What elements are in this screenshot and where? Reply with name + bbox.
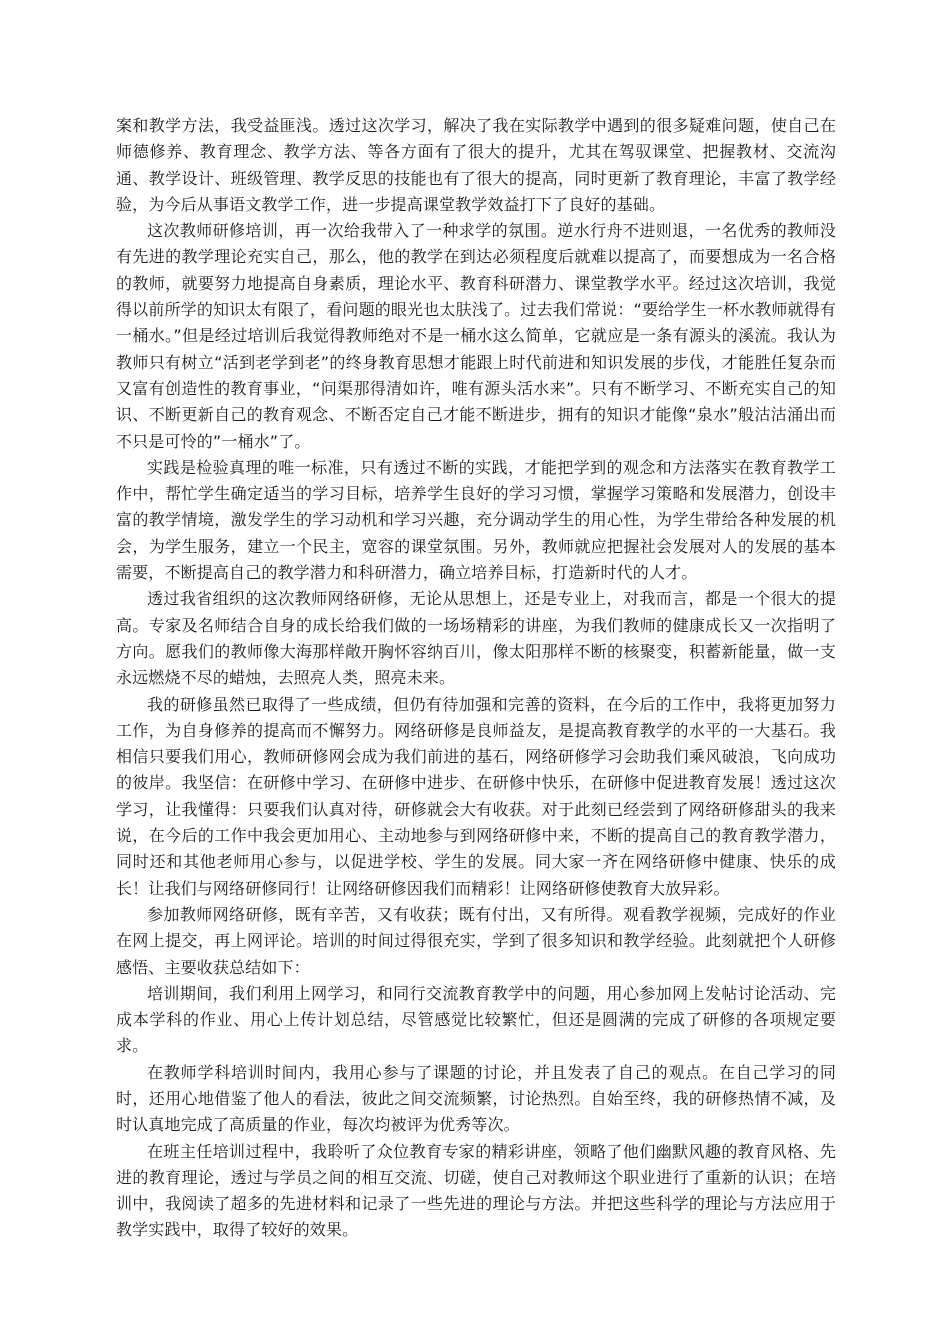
paragraph-7: 培训期间，我们利用上网学习，和同行交流教育教学中的问题，用心参加网上发帖讨论活动、完成本学科的作业、用心上传计划总结，尽管感觉比较繁忙，但还是圆满的完成了研修的各项规定要求。	[116, 983, 836, 1056]
paragraph-1: 案和教学方法，我受益匪浅。透过这次学习，解决了我在实际教学中遇到的很多疑难问题，使自己在师德修养、教育理念、教学方法、等各方面有了很大的提升，尤其在驾驭课堂、把握教材、交流沟通、教学设计、班级管理、教学反思的技能也有了很大的提高，同时更新了教育理论，丰富了教学经验，为今后从事语文教学工作，进一步提高课堂教学效益打下了良好的基础。	[116, 116, 836, 214]
paragraph-3: 实践是检验真理的唯一标准，只有透过不断的实践，才能把学到的观念和方法落实在教育教学工作中，帮忙学生确定适当的学习目标，培养学生良好的学习习惯，掌握学习策略和发展潜力，创设丰富的教学情境，激发学生的学习动机和学习兴趣，充分调动学生的用心性，为学生带给各种发展的机会，为学生服务，建立一个民主，宽容的课堂氛围。另外，教师就应把握社会发展对人的发展的基本需要，不断提高自己的教学潜力和科研潜力，确立培养目标，打造新时代的人才。	[116, 457, 836, 583]
paragraph-5: 我的研修虽然已取得了一些成绩，但仍有待加强和完善的资料，在今后的工作中，我将更加努力工作，为自身修养的提高而不懈努力。网络研修是良师益友，是提高教育教学的水平的一大基石。我相信只要我们用心，教师研修网会成为我们前进的基石，网络研修学习会助我们乘风破浪，飞向成功的彼岸。我坚信：在研修中学习、在研修中进步、在研修中快乐，在研修中促进教育发展！透过这次学习，让我懂得：只要我们认真对待，研修就会大有收获。对于此刻已经尝到了网络研修甜头的我来说，在今后的工作中我会更加用心、主动地参与到网络研修中来，不断的提高自己的教育教学潜力，同时还和其他老师用心参与，以促进学校、学生的发展。同大家一齐在网络研修中健康、快乐的成长！让我们与网络研修同行！让网络研修因我们而精彩！让网络研修使教育大放异彩。	[116, 694, 836, 898]
paragraph-8: 在教师学科培训时间内，我用心参与了课题的讨论，并且发表了自己的观点。在自己学习的同时，还用心地借鉴了他人的看法，彼此之间交流频繁，讨论热烈。自始至终，我的研修热情不减，及时认真地完成了高质量的作业，每次均被评为优秀等次。	[116, 1062, 836, 1135]
paragraph-2: 这次教师研修培训，再一次给我带入了一种求学的氛围。逆水行舟不进则退，一名优秀的教师没有先进的教学理论充实自己，那么，他的教学在到达必须程度后就难以提高了，而要想成为一名合格的教师，就要努力地提高自身素质，理论水平、教育科研潜力、课堂教学水平。经过这次培训，我觉得以前所学的知识太有限了，看问题的眼光也太肤浅了。过去我们常说：“要给学生一杯水教师就得有一桶水。”但是经过培训后我觉得教师绝对不是一桶水这么简单，它就应是一条有源头的溪流。我认为教师只有树立“活到老学到老”的终身教育思想才能跟上时代前进和知识发展的步伐，才能胜任复杂而又富有创造性的教育事业，“问渠那得清如许，唯有源头活水来”。只有不断学习、不断充实自己的知识、不断更新自己的教育观念、不断否定自己才能不断进步，拥有的知识才能像“泉水”般沽沽涌出而不只是可怜的”一桶水”了。	[116, 221, 836, 451]
paragraph-9: 在班主任培训过程中，我聆听了众位教育专家的精彩讲座，领略了他们幽默风趣的教育风格、先进的教育理论，透过与学员之间的相互交流、切磋，使自己对教师这个职业进行了重新的认识；在培训中，我阅读了超多的先进材料和记录了一些先进的理论与方法。并把这些科学的理论与方法应用于教学实践中，取得了较好的效果。	[116, 1141, 836, 1240]
document-body	[116, 113, 836, 1244]
paragraph-6: 参加教师网络研修，既有辛苦，又有收获；既有付出，又有所得。观看教学视频，完成好的作业在网上提交，再上网评论。培训的时间过得很充实，学到了很多知识和教学经验。此刻就把个人研修感悟、主要收获总结如下：	[116, 904, 836, 977]
paragraph-4: 透过我省组织的这次教师网络研修，无论从思想上，还是专业上，对我而言，都是一个很大的提高。专家及名师结合自身的成长给我们做的一场场精彩的讲座，为我们教师的健康成长又一次指明了方向。愿我们的教师像大海那样敞开胸怀容纳百川，像太阳那样不断的核聚变，积蓄新能量，做一支永远燃烧不尽的蜡烛，去照亮人类，照亮未来。	[116, 589, 836, 688]
